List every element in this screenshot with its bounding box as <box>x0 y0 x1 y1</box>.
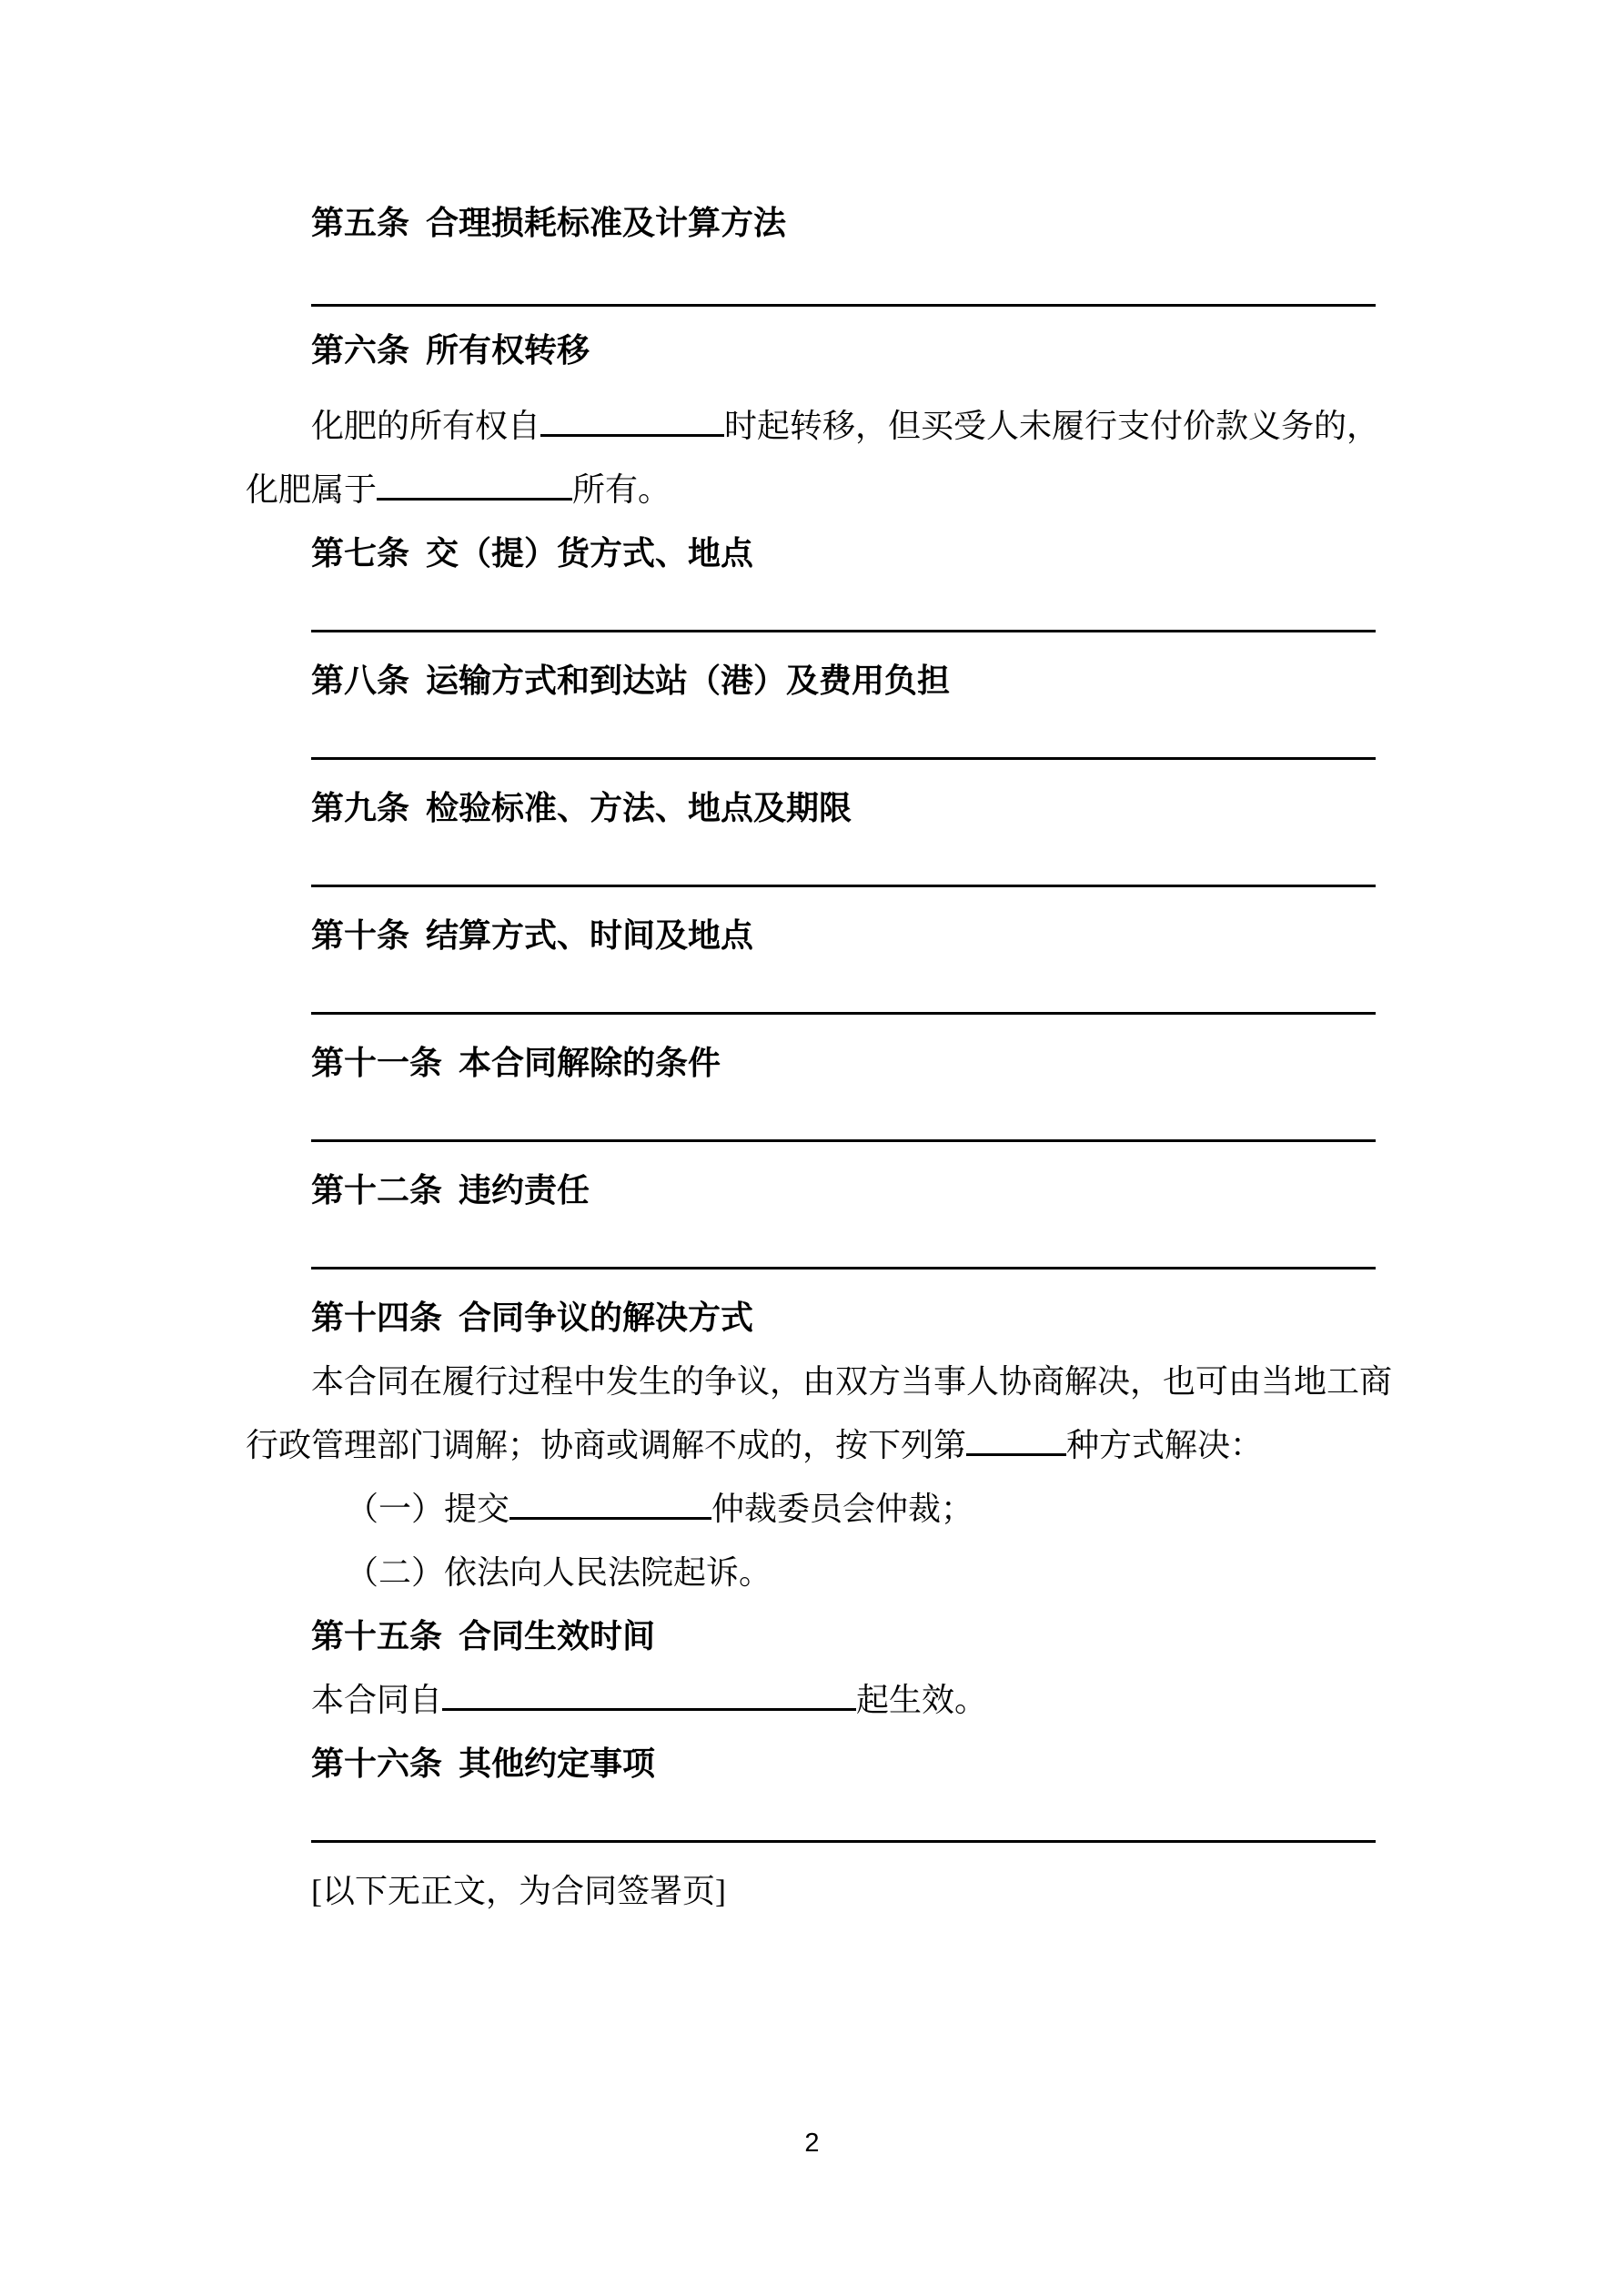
article-14-paragraph-line-1 <box>246 1350 1393 1413</box>
fill-in-rule <box>311 630 1376 632</box>
article-6-paragraph-line-2 <box>246 458 1376 521</box>
article-7-heading <box>246 521 1376 585</box>
fill-in-rule <box>311 757 1376 760</box>
article-12-number: 第十二条 <box>311 1171 443 1209</box>
footer-note-text: [以下无正文，为合同签署页] <box>311 1873 726 1909</box>
article-7-blank-row <box>246 585 1376 649</box>
text-segment: 本合同在履行过程中发生的争议，由双方当事人协商解决，也可由当地工商 <box>311 1363 1393 1400</box>
text-segment: 本合同自 <box>311 1682 443 1718</box>
text-segment: （一）提交 <box>346 1491 510 1527</box>
article-12-title: 违约责任 <box>459 1171 590 1209</box>
text-segment: 行政管理部门调解；协商或调解不成的，按下列第 <box>246 1427 967 1463</box>
article-8-heading <box>246 649 1376 713</box>
article-12-blank-row <box>246 1222 1376 1286</box>
article-5-number: 第五条 <box>311 204 410 241</box>
article-7-number: 第七条 <box>311 534 410 571</box>
article-15-number: 第十五条 <box>311 1617 443 1654</box>
article-8-blank-row <box>246 713 1376 776</box>
text-segment: 所有。 <box>572 471 671 508</box>
article-15-heading <box>246 1604 1376 1668</box>
article-10-number: 第十条 <box>311 916 410 954</box>
article-14-number: 第十四条 <box>311 1299 443 1336</box>
article-10-blank-row <box>246 967 1376 1031</box>
article-5-blank-row <box>246 255 1376 319</box>
article-14-paragraph-line-2 <box>246 1413 1376 1477</box>
article-15-title: 合同生效时间 <box>459 1617 656 1654</box>
article-16-blank-row <box>246 1795 1376 1859</box>
text-segment: 起生效。 <box>856 1682 988 1718</box>
article-14-title: 合同争议的解决方式 <box>459 1299 754 1336</box>
text-segment: 化肥的所有权自 <box>311 408 541 444</box>
article-6-number: 第六条 <box>311 331 410 369</box>
fill-in-rule <box>311 1840 1376 1843</box>
fill-in-blank <box>540 431 724 437</box>
article-6-paragraph-line-1 <box>246 394 1380 458</box>
article-6-title: 所有权转移 <box>426 331 590 369</box>
article-8-number: 第八条 <box>311 662 410 699</box>
article-7-title: 交（提）货方式、地点 <box>426 534 754 571</box>
article-11-blank-row <box>246 1095 1376 1158</box>
article-6-heading <box>246 319 1376 382</box>
fill-in-blank <box>966 1451 1066 1456</box>
article-9-title: 检验标准、方法、地点及期限 <box>426 789 852 826</box>
article-9-heading <box>246 776 1376 840</box>
article-10-title: 结算方式、时间及地点 <box>426 916 754 954</box>
article-8-title: 运输方式和到达站（港）及费用负担 <box>426 662 951 699</box>
fill-in-rule <box>311 885 1376 887</box>
article-14-item-2 <box>246 1541 1376 1604</box>
fill-in-rule <box>311 304 1376 307</box>
fill-in-blank <box>442 1705 856 1711</box>
article-11-title: 本合同解除的条件 <box>459 1044 721 1081</box>
text-segment: 化肥属于 <box>246 471 378 508</box>
text-segment: 种方式解决： <box>1066 1427 1264 1463</box>
footer-note <box>246 1859 1376 1923</box>
document-body <box>246 191 1393 1923</box>
article-12-heading <box>246 1158 1376 1222</box>
fill-in-rule <box>311 1267 1376 1269</box>
article-16-title: 其他约定事项 <box>459 1745 656 1782</box>
article-10-heading <box>246 904 1376 967</box>
article-11-heading <box>246 1031 1376 1095</box>
fill-in-rule <box>311 1139 1376 1142</box>
article-14-item-1 <box>246 1477 1376 1541</box>
article-16-number: 第十六条 <box>311 1745 443 1782</box>
fill-in-blank <box>377 495 572 501</box>
article-16-heading <box>246 1732 1376 1795</box>
page-number: 2 <box>804 2129 820 2158</box>
article-15-paragraph-line <box>246 1668 1376 1732</box>
fill-in-blank <box>509 1514 711 1520</box>
article-9-number: 第九条 <box>311 789 410 826</box>
fill-in-rule <box>311 1012 1376 1015</box>
article-9-blank-row <box>246 840 1376 904</box>
text-segment: （二）依法向人民法院起诉。 <box>346 1554 772 1591</box>
text-segment: 时起转移，但买受人未履行支付价款义务的， <box>724 408 1380 444</box>
article-14-heading <box>246 1286 1376 1350</box>
article-5-title: 合理损耗标准及计算方法 <box>426 204 787 241</box>
article-11-number: 第十一条 <box>311 1044 443 1081</box>
text-segment: 仲裁委员会仲裁； <box>711 1491 974 1527</box>
article-5-heading <box>246 191 1376 255</box>
